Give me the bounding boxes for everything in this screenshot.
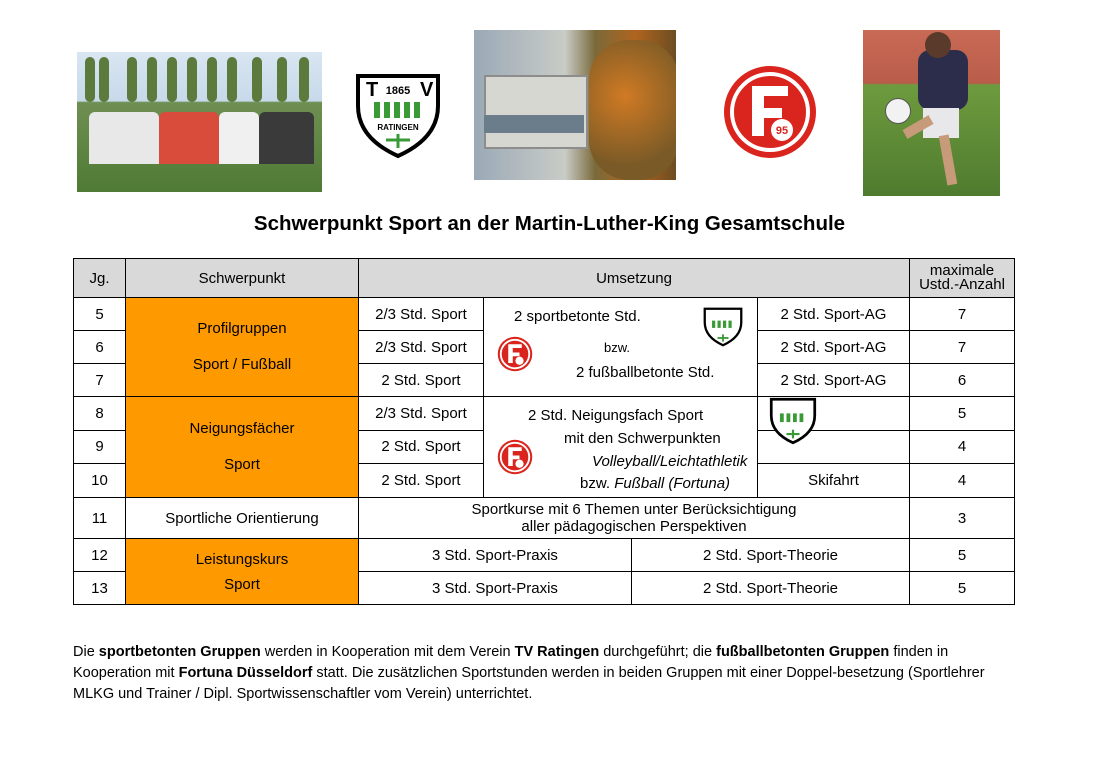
- max-cell: 5: [910, 397, 1015, 431]
- orientierung-label: Sportliche Orientierung: [126, 498, 359, 539]
- svg-text:RATINGEN: RATINGEN: [377, 123, 419, 132]
- neigung-middle-cell: 2 Std. Neigungsfach Sport mit den Schwerpunkten Volleyball/Leichtathletik bzw. Fußball (Fortuna): [484, 397, 758, 498]
- header-schwerpunkt: Schwerpunkt: [126, 259, 359, 298]
- max-cell: 5: [910, 539, 1015, 572]
- jg-cell: 9: [74, 430, 126, 464]
- leistungskurs-label: Leistungskurs Sport: [126, 539, 359, 605]
- max-cell: 6: [910, 364, 1015, 397]
- theorie-cell: 2 Std. Sport-Theorie: [632, 572, 910, 605]
- max-cell: 7: [910, 298, 1015, 331]
- ag-cell: 2 Std. Sport-AG: [758, 331, 910, 364]
- football-player-photo: [863, 30, 1000, 196]
- school-building-photo: [474, 30, 676, 180]
- max-cell: 4: [910, 430, 1015, 464]
- fortuna-small-logo: [497, 336, 533, 372]
- page-title: Schwerpunkt Sport an der Martin-Luther-King Gesamtschule: [253, 212, 846, 235]
- max-cell: 4: [910, 464, 1015, 498]
- max-cell: 3: [910, 498, 1015, 539]
- svg-text:95: 95: [775, 125, 789, 137]
- sport-plan-table: [73, 258, 1015, 605]
- table-row: [74, 298, 1015, 331]
- profilgruppen-label: Profilgruppen Sport / Fußball: [126, 298, 359, 397]
- std-cell: 2/3 Std. Sport: [359, 331, 484, 364]
- ag-cell: 2 Std. Sport-AG: [758, 298, 910, 331]
- jg-cell: 12: [74, 539, 126, 572]
- praxis-cell: 3 Std. Sport-Praxis: [359, 572, 632, 605]
- fortuna-small-logo: [497, 439, 533, 475]
- max-cell: 5: [910, 572, 1015, 605]
- neigungsfaecher-label: Neigungsfächer Sport: [126, 397, 359, 498]
- max-cell: 7: [910, 331, 1015, 364]
- svg-text:1865: 1865: [385, 85, 411, 97]
- svg-text:T: T: [366, 79, 379, 101]
- std-cell: 2 Std. Sport: [359, 464, 484, 498]
- jg-cell: 6: [74, 331, 126, 364]
- header-jg: Jg.: [74, 259, 126, 298]
- jg-cell: 11: [74, 498, 126, 539]
- std-cell: 2/3 Std. Sport: [359, 397, 484, 431]
- table-header-row: [74, 259, 1015, 298]
- header-umsetzung: Umsetzung: [359, 259, 910, 298]
- jg-cell: 7: [74, 364, 126, 397]
- jg-cell: 5: [74, 298, 126, 331]
- footer-note: Die sportbetonten Gruppen werden in Kooperation mit dem Verein TV Ratingen durchgeführt; die fußballbetonten Gruppen finden in Kooperation mit Fortuna Düsseldorf statt. Die zusätzlichen Sportstunden werden in beiden Gruppen mit einer Doppel-besetzung (Sportlehrer MLKG und Trainer / Dipl. Sportwissenschaftler vom Verein) unterrichtet.: [73, 644, 985, 702]
- table-row: [74, 539, 1015, 572]
- svg-text:V: V: [420, 79, 434, 101]
- jg-cell: 10: [74, 464, 126, 498]
- extra-cell: Skifahrt: [758, 464, 910, 498]
- team-group-photo: [77, 52, 322, 192]
- tv-ratingen-logo: [352, 72, 444, 160]
- ag-cell: 2 Std. Sport-AG: [758, 364, 910, 397]
- jg-cell: 8: [74, 397, 126, 431]
- jg-cell: 13: [74, 572, 126, 605]
- orientierung-umsetzung: Sportkurse mit 6 Themen unter Berücksichtigung aller pädagogischen Perspektiven: [359, 498, 910, 539]
- profil-middle-cell: 2 sportbetonte Std. bzw. 2 fußballbetonte Std.: [484, 298, 758, 397]
- std-cell: 2 Std. Sport: [359, 364, 484, 397]
- fortuna-duesseldorf-logo: [722, 64, 818, 160]
- praxis-cell: 3 Std. Sport-Praxis: [359, 539, 632, 572]
- tv-ratingen-small-logo: [768, 397, 818, 445]
- tv-ratingen-small-logo: [702, 306, 744, 348]
- theorie-cell: 2 Std. Sport-Theorie: [632, 539, 910, 572]
- header-max-hours: maximale Ustd.-Anzahl: [910, 259, 1015, 298]
- table-row: [74, 397, 1015, 431]
- table-row: [74, 498, 1015, 539]
- std-cell: 2/3 Std. Sport: [359, 298, 484, 331]
- std-cell: 2 Std. Sport: [359, 430, 484, 464]
